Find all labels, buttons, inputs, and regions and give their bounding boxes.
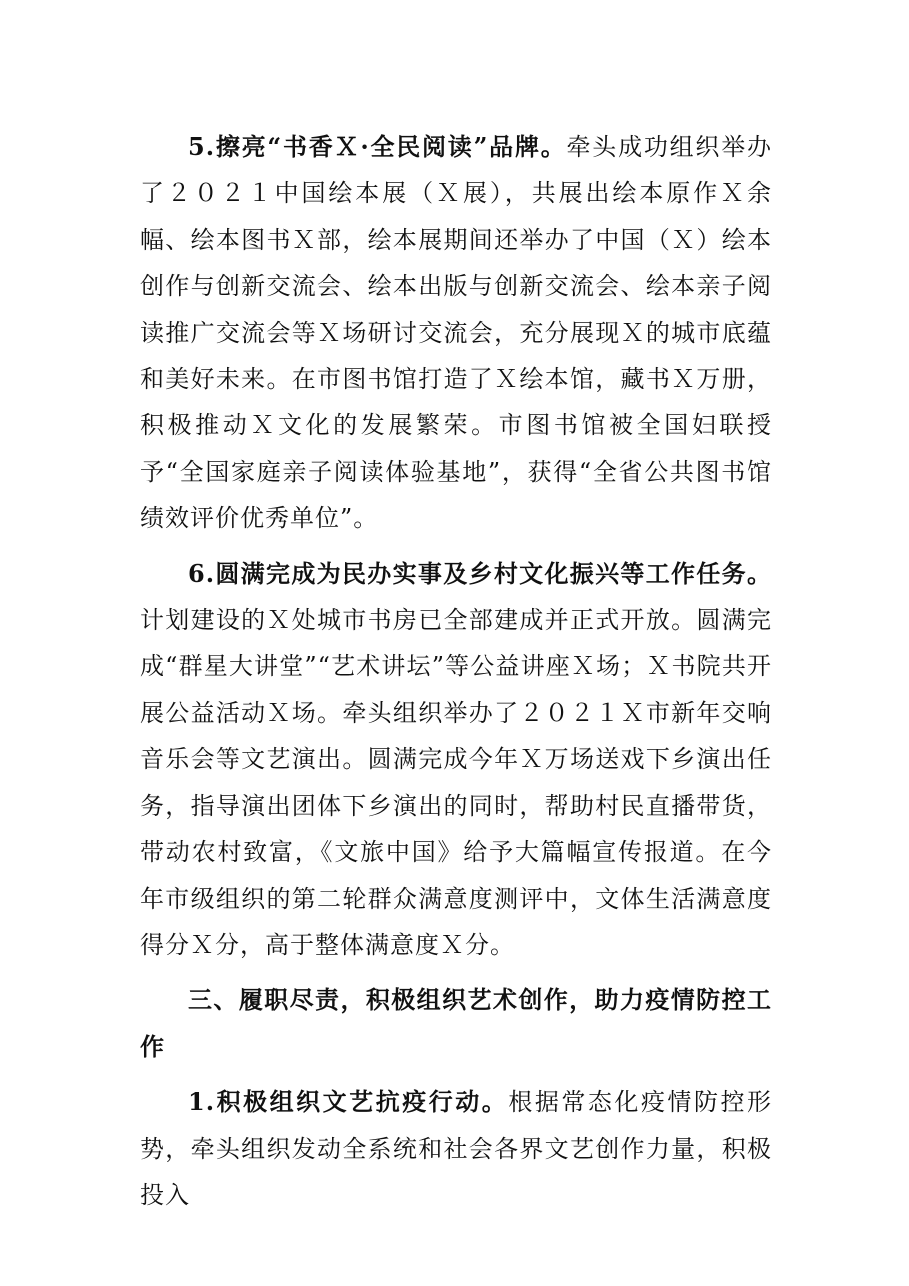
paragraph-text: 计划建设的Ｘ处城市书房已全部建成并正式开放。圆满完成“群星大讲堂”“艺术讲坛”等公益讲座Ｘ场；Ｘ书院共开展公益活动Ｘ场。牵头组织举办了２０２１Ｘ市新年交响音乐会等文艺演出。圆满完成今年Ｘ万场送戏下乡演出任务，指导演出团体下乡演出的同时，帮助村民直播带货，带动农村致富，《文旅中国》给予大篇幅宣传报道。在今年市级组织的第二轮群众满意度测评中，文体生活满意度得分Ｘ分，高于整体满意度Ｘ分。 [140,606,772,959]
document-body [140,124,772,1218]
paragraph-reading-brand [140,124,772,542]
section-heading: 三、履职尽责，积极组织艺术创作，助力疫情防控工作 [140,985,772,1061]
paragraph-anti-epidemic [140,1079,772,1218]
paragraph-text: 根据常态化疫情防控形势，牵头组织发动全系统和社会各界文艺创作力量，积极投入 [140,1088,772,1209]
paragraph-lead: 5.擦亮“书香Ｘ·全民阅读”品牌。 [188,132,567,161]
paragraph-lead: 6.圆满完成为民办实事及乡村文化振兴等工作任务。 [188,558,772,588]
paragraph-lead: 1.积极组织文艺抗疫行动。 [188,1087,509,1117]
paragraph-public-tasks [140,551,772,969]
paragraph-text: 牵头成功组织举办了２０２１中国绘本展（Ｘ展），共展出绘本原作Ｘ余幅、绘本图书Ｘ部，绘本展期间还举办了中国（Ｘ）绘本创作与创新交流会、绘本出版与创新交流会、绘本亲子阅读推广交流会等Ｘ场研讨交流会，充分展现Ｘ的城市底蕴和美好未来。在市图书馆打造了Ｘ绘本馆，藏书Ｘ万册，积极推动Ｘ文化的发展繁荣。市图书馆被全国妇联授予“全国家庭亲子阅读体验基地”，获得“全省公共图书馆绩效评价优秀单位”。 [140,133,772,533]
